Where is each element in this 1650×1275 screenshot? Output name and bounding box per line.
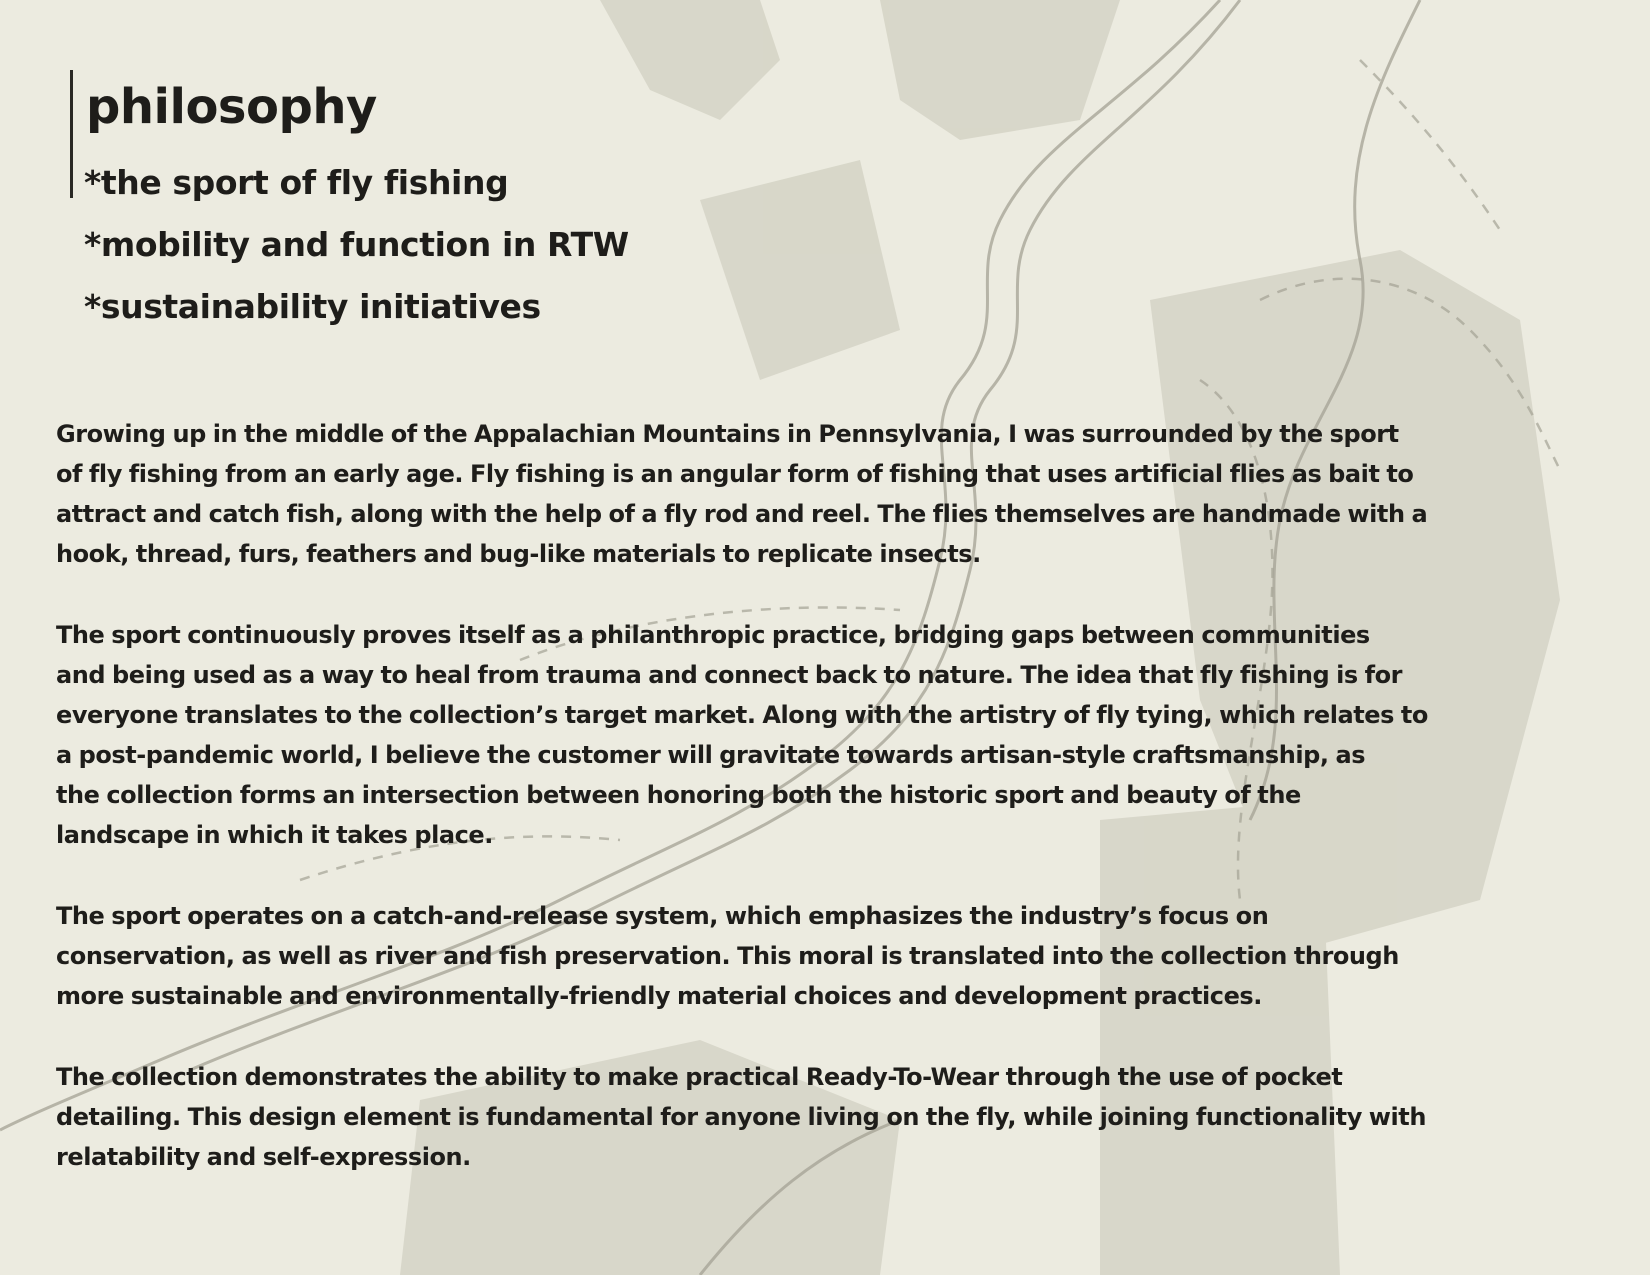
sketch-shade-top-left [600,0,780,120]
topic-item: *mobility and function in RTW [84,225,629,264]
sketch-shade-mid [700,160,900,380]
text-line: and being used as a way to heal from trauma and connect back to nature. The idea that fly fishing is for [56,661,1403,689]
topic-list [84,152,629,338]
text-line: The sport continuously proves itself as a philanthropic practice, bridging gaps between communities [56,621,1370,649]
text-line: landscape in which it takes place. [56,821,493,849]
paragraph-upbringing [56,414,1616,574]
topic-item: *the sport of fly fishing [84,163,509,202]
text-line: a post-pandemic world, I believe the customer will gravitate towards artisan-style craftsmanship, as [56,741,1366,769]
text-line: attract and catch fish, along with the help of a fly rod and reel. The flies themselves are handmade with a [56,500,1428,528]
text-line: of fly fishing from an early age. Fly fishing is an angular form of fishing that uses artificial flies as bait to [56,460,1414,488]
paragraph-philanthropy [56,615,1616,855]
text-line: Growing up in the middle of the Appalachian Mountains in Pennsylvania, I was surrounded by the sport [56,420,1399,448]
text-line: hook, thread, furs, feathers and bug-like materials to replicate insects. [56,540,981,568]
sketch-shade-top [880,0,1120,140]
topic-item: *sustainability initiatives [84,287,541,326]
page-title: philosophy [86,79,377,135]
text-line: more sustainable and environmentally-friendly material choices and development practices. [56,982,1262,1010]
text-line: The collection demonstrates the ability to make practical Ready-To-Wear through the use of pocket [56,1063,1343,1091]
title-accent-rule [70,70,73,198]
text-line: everyone translates to the collection’s target market. Along with the artistry of fly tying, which relates to [56,701,1428,729]
text-line: the collection forms an intersection between honoring both the historic sport and beauty of the [56,781,1301,809]
text-line: conservation, as well as river and fish preservation. This moral is translated into the collection through [56,942,1399,970]
body-text [56,414,1616,1218]
text-line: relatability and self-expression. [56,1143,471,1171]
text-line: The sport operates on a catch-and-release system, which emphasizes the industry’s focus on [56,902,1269,930]
paragraph-ready-to-wear [56,1057,1616,1177]
paragraph-sustainability [56,896,1616,1016]
text-line: detailing. This design element is fundamental for anyone living on the fly, while joining functionality with [56,1103,1426,1131]
